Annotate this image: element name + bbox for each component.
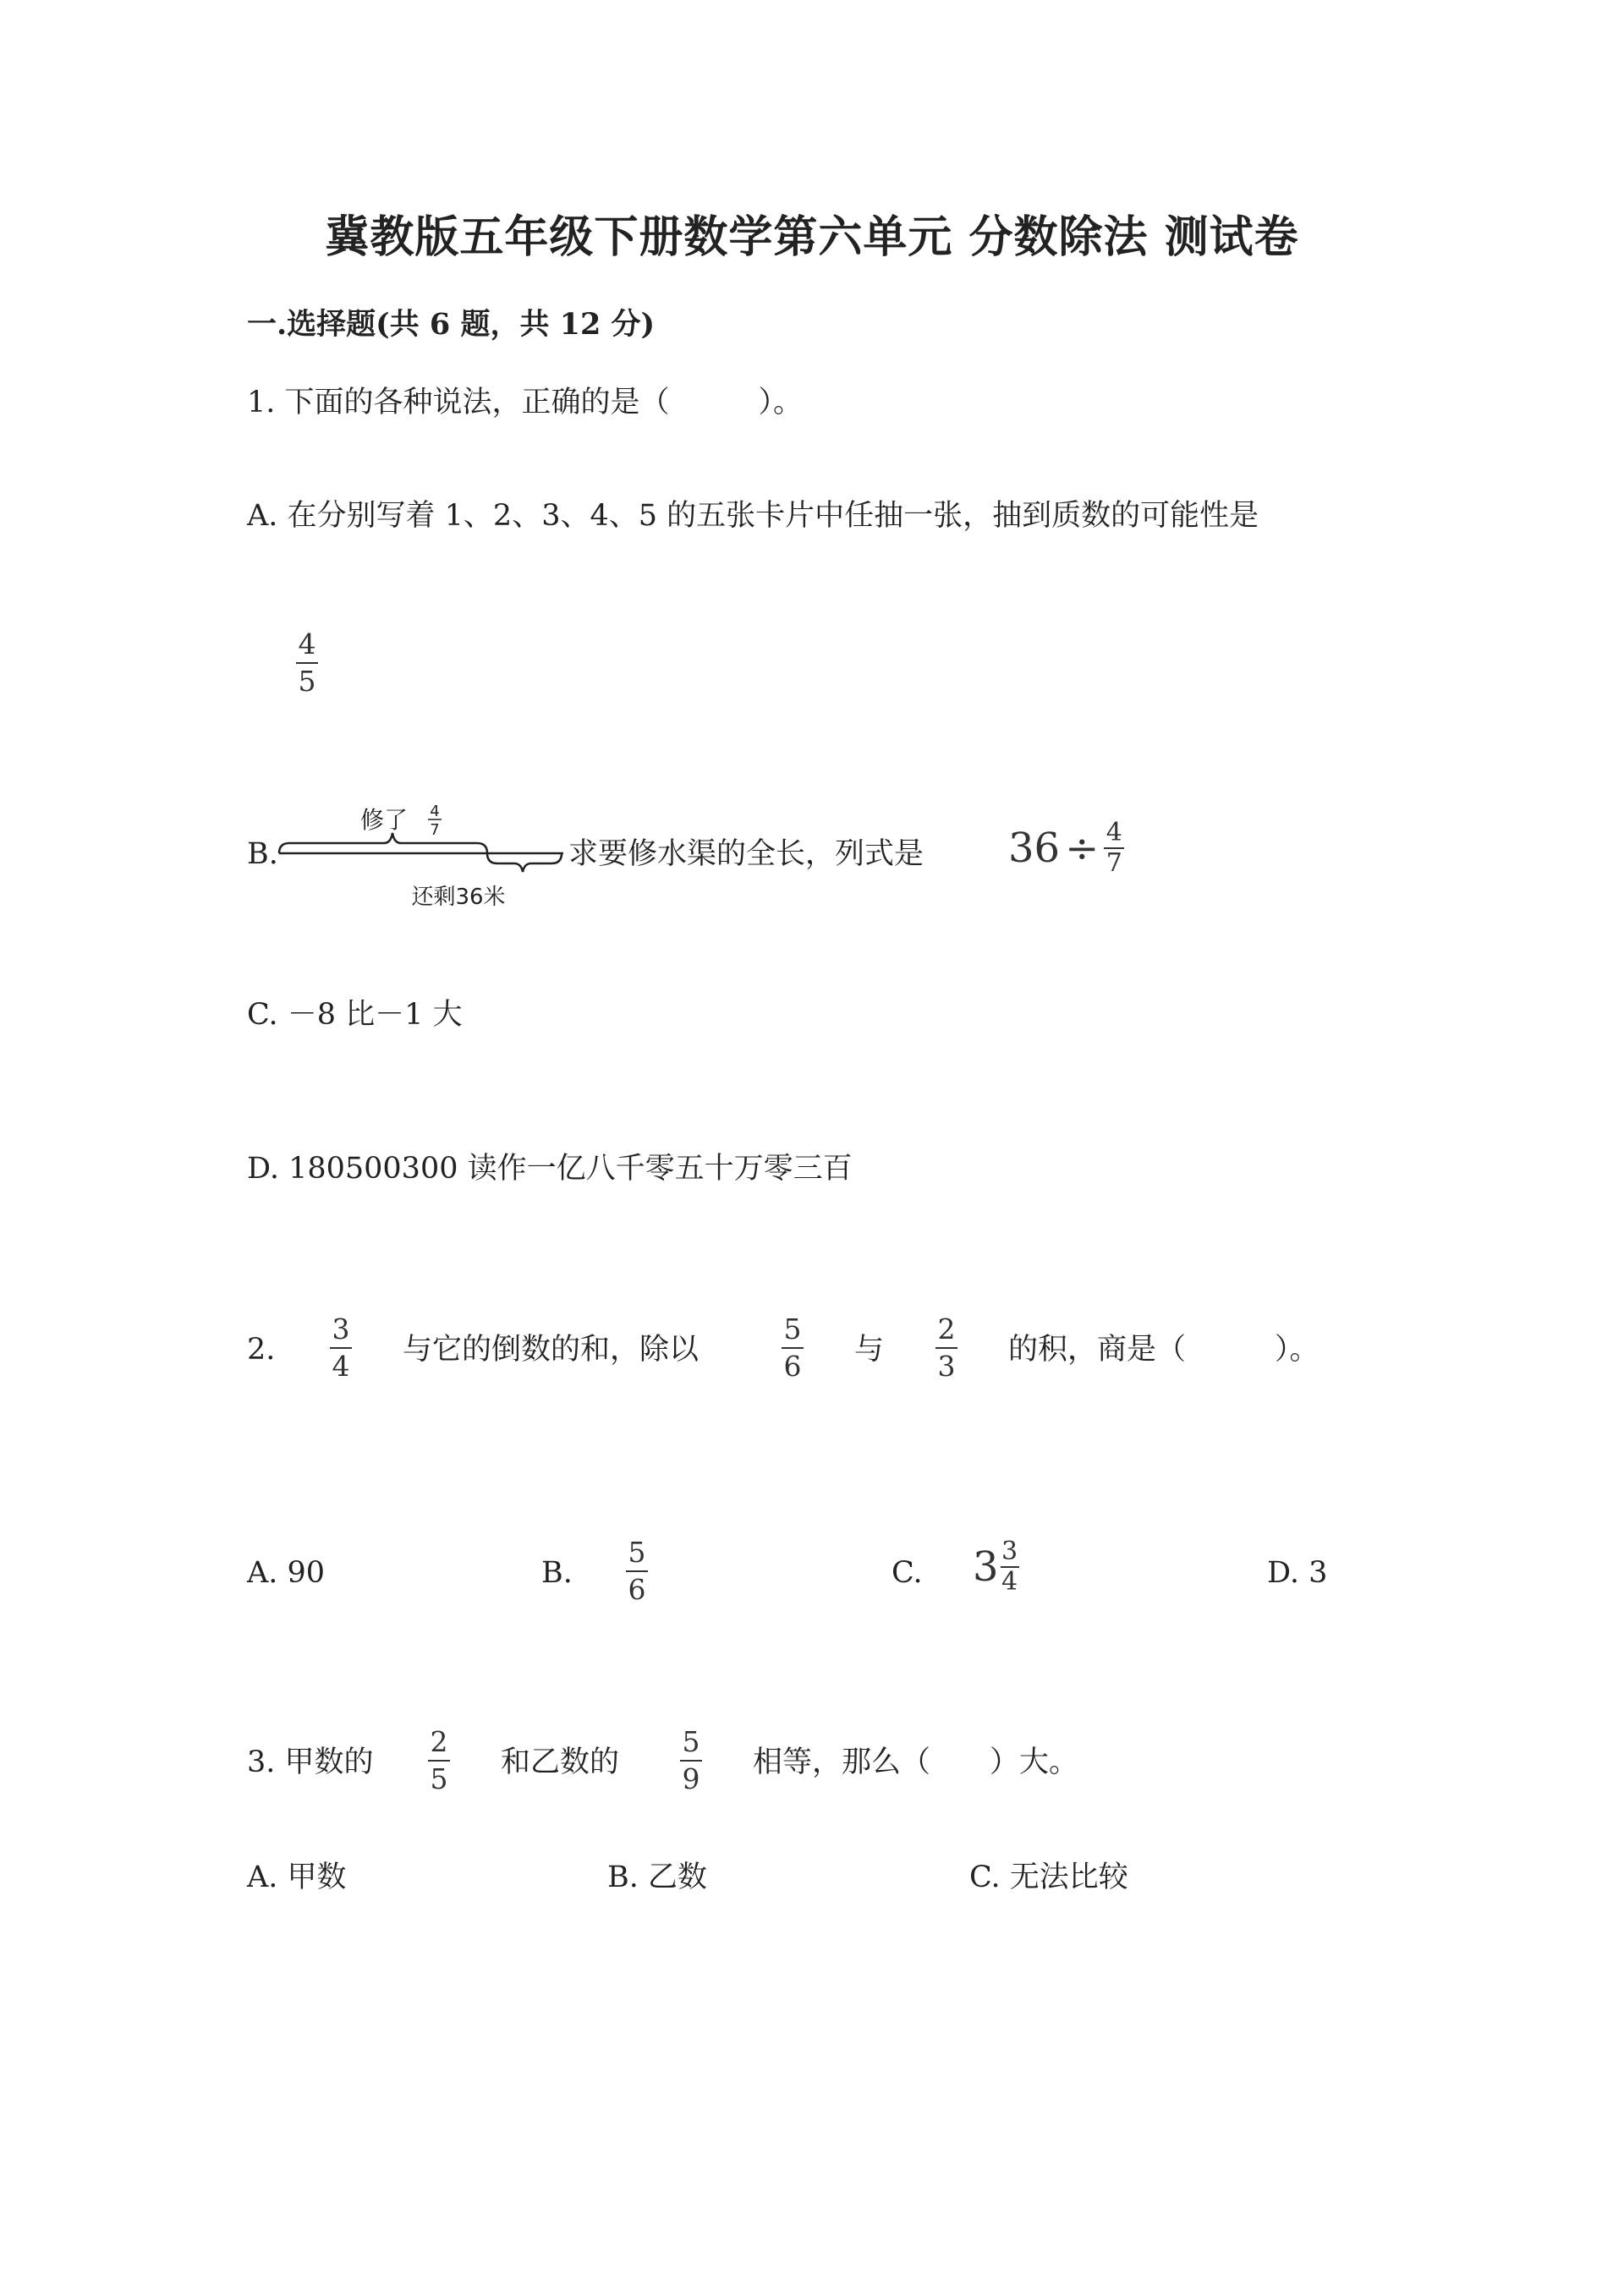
q2-fraction-1: 3 4: [330, 1312, 352, 1384]
q2-option-c-label: C.: [892, 1556, 923, 1590]
q2-option-b-fraction: 5 6: [626, 1536, 648, 1607]
q2-option-b-label: B.: [541, 1556, 573, 1590]
q1-option-b-text: 求要修水渠的全长，列式是: [568, 837, 924, 871]
mixed-fraction: 3 4: [1001, 1537, 1018, 1597]
q3-text-1: 3. 甲数的: [247, 1745, 374, 1779]
q3-option-b: B. 乙数: [607, 1860, 707, 1894]
top-label: 修了: [360, 806, 409, 834]
q1-option-c: C. －8 比－1 大: [247, 998, 463, 1032]
q2-number: 2.: [247, 1333, 276, 1367]
bottom-brace: [487, 853, 562, 872]
mixed-whole: 3: [973, 1543, 999, 1591]
q2-option-c-mixed: [973, 1537, 1019, 1597]
formula-operator: ÷: [1065, 825, 1100, 872]
q1-stem: 1. 下面的各种说法，正确的是（ ）。: [247, 386, 804, 419]
q2-text-2: 与: [854, 1333, 885, 1367]
q2-option-d: D. 3: [1267, 1556, 1328, 1590]
q3-fraction-2: 5 9: [680, 1725, 702, 1796]
top-brace: [279, 833, 487, 853]
formula-whole: 36: [1008, 825, 1061, 872]
top-fraction-num: 4: [430, 803, 440, 820]
q3-option-a: A. 甲数: [247, 1860, 347, 1894]
q3-text-2: 和乙数的: [501, 1745, 620, 1779]
page-title: 冀教版五年级下册数学第六单元 分数除法 测试卷: [325, 211, 1299, 263]
q2-text-1: 与它的倒数的和，除以: [403, 1333, 700, 1367]
q1-option-a-fraction: 4 5: [296, 627, 318, 699]
section-heading: 一.选择题(共 6 题，共 12 分): [247, 307, 656, 342]
q2-fraction-3: 2 3: [935, 1312, 957, 1384]
q2-text-3: 的积，商是（ ）。: [1008, 1333, 1320, 1367]
q2-fraction-2: 5 6: [782, 1312, 804, 1384]
q1-option-b-label: B.: [247, 837, 278, 871]
q1-option-b-formula: [1008, 819, 1124, 878]
top-fraction-den: 7: [430, 821, 440, 839]
q1-option-a: A. 在分别写着 1、2、3、4、5 的五张卡片中任抽一张，抽到质数的可能性是: [247, 499, 1259, 533]
q3-option-c: C. 无法比较: [969, 1860, 1128, 1894]
q1-option-d: D. 180500300 读作一亿八千零五十万零三百: [247, 1152, 853, 1186]
q1-canal-diagram: [276, 799, 572, 918]
bottom-label: 还剩36米: [411, 885, 506, 910]
q3-fraction-1: 2 5: [428, 1725, 450, 1796]
q2-option-a: A. 90: [247, 1556, 326, 1590]
q3-text-3: 相等，那么（ ）大。: [753, 1745, 1079, 1779]
formula-fraction: 4 7: [1104, 819, 1124, 878]
